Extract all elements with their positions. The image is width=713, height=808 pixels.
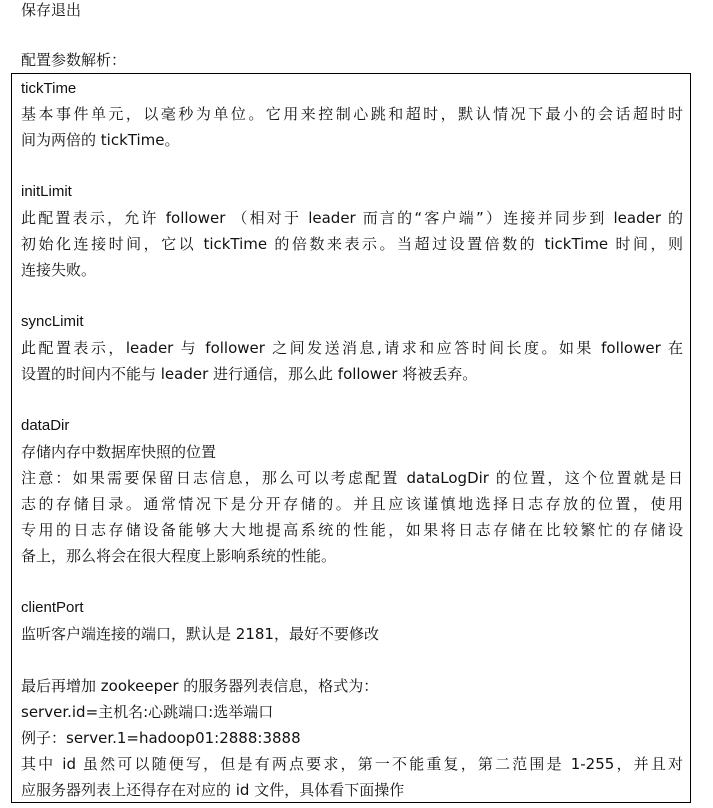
param-synclimit-desc-1: 此配置表示，leader 与 follower 之间发送消息,请求和应答时间长度。如果 follower 在 bbox=[21, 339, 683, 357]
param-datadir-note-2: 志的存储目录。通常情况下是分开存储的。并且应该谨慎地选择日志存放的位置，使用 bbox=[21, 495, 683, 513]
param-initlimit-name: initLimit bbox=[21, 183, 72, 200]
param-datadir-note-3: 专用的日志存储设备能够大大地提高系统的性能，如果将日志存储在比较繁忙的存储设 bbox=[21, 521, 683, 539]
save-exit-text: 保存退出 bbox=[21, 1, 82, 19]
servers-example: 例子：server.1=hadoop01:2888:3888 bbox=[21, 729, 301, 747]
config-title: 配置参数解析： bbox=[21, 51, 127, 69]
servers-format: server.id=主机名:心跳端口:选举端口 bbox=[21, 703, 274, 721]
param-clientport-desc-1: 监听客户端连接的端口，默认是 2181，最好不要修改 bbox=[21, 625, 379, 643]
param-ticktime-name: tickTime bbox=[21, 80, 77, 97]
param-datadir-name: dataDir bbox=[21, 417, 70, 434]
param-datadir-note-4: 备上，那么将会在很大程度上影响系统的性能。 bbox=[21, 547, 337, 565]
param-synclimit-name: syncLimit bbox=[21, 313, 84, 330]
servers-intro: 最后再增加 zookeeper 的服务器列表信息，格式为： bbox=[21, 677, 379, 695]
servers-note-1: 其中 id 虽然可以随便写，但是有两点要求，第一不能重复，第二范围是 1-255，并且对 bbox=[21, 755, 683, 773]
param-ticktime-desc-1: 基本事件单元，以毫秒为单位。它用来控制心跳和超时，默认情况下最小的会话超时时 bbox=[21, 105, 683, 123]
param-synclimit-desc-2: 设置的时间内不能与 leader 进行通信，那么此 follower 将被丢弃。 bbox=[21, 365, 478, 383]
param-ticktime-desc-2: 间为两倍的 tickTime。 bbox=[21, 131, 180, 149]
param-datadir-note-1: 注意：如果需要保留日志信息，那么可以考虑配置 dataLogDir 的位置，这个位置就是日 bbox=[21, 469, 683, 487]
param-initlimit-desc-3: 连接失败。 bbox=[21, 261, 97, 279]
param-datadir-desc-1: 存储内存中数据库快照的位置 bbox=[21, 443, 217, 461]
param-initlimit-desc-2: 初始化连接时间，它以 tickTime 的倍数来表示。当超过设置倍数的 tickTime 时间，则 bbox=[21, 235, 683, 253]
param-initlimit-desc-1: 此配置表示，允许 follower （相对于 leader 而言的“客户端”）连接并同步到 leader 的 bbox=[21, 209, 683, 227]
param-clientport-name: clientPort bbox=[21, 599, 84, 616]
servers-note-2: 应服务器列表上还得存在对应的 id 文件，具体看下面操作 bbox=[21, 781, 405, 799]
